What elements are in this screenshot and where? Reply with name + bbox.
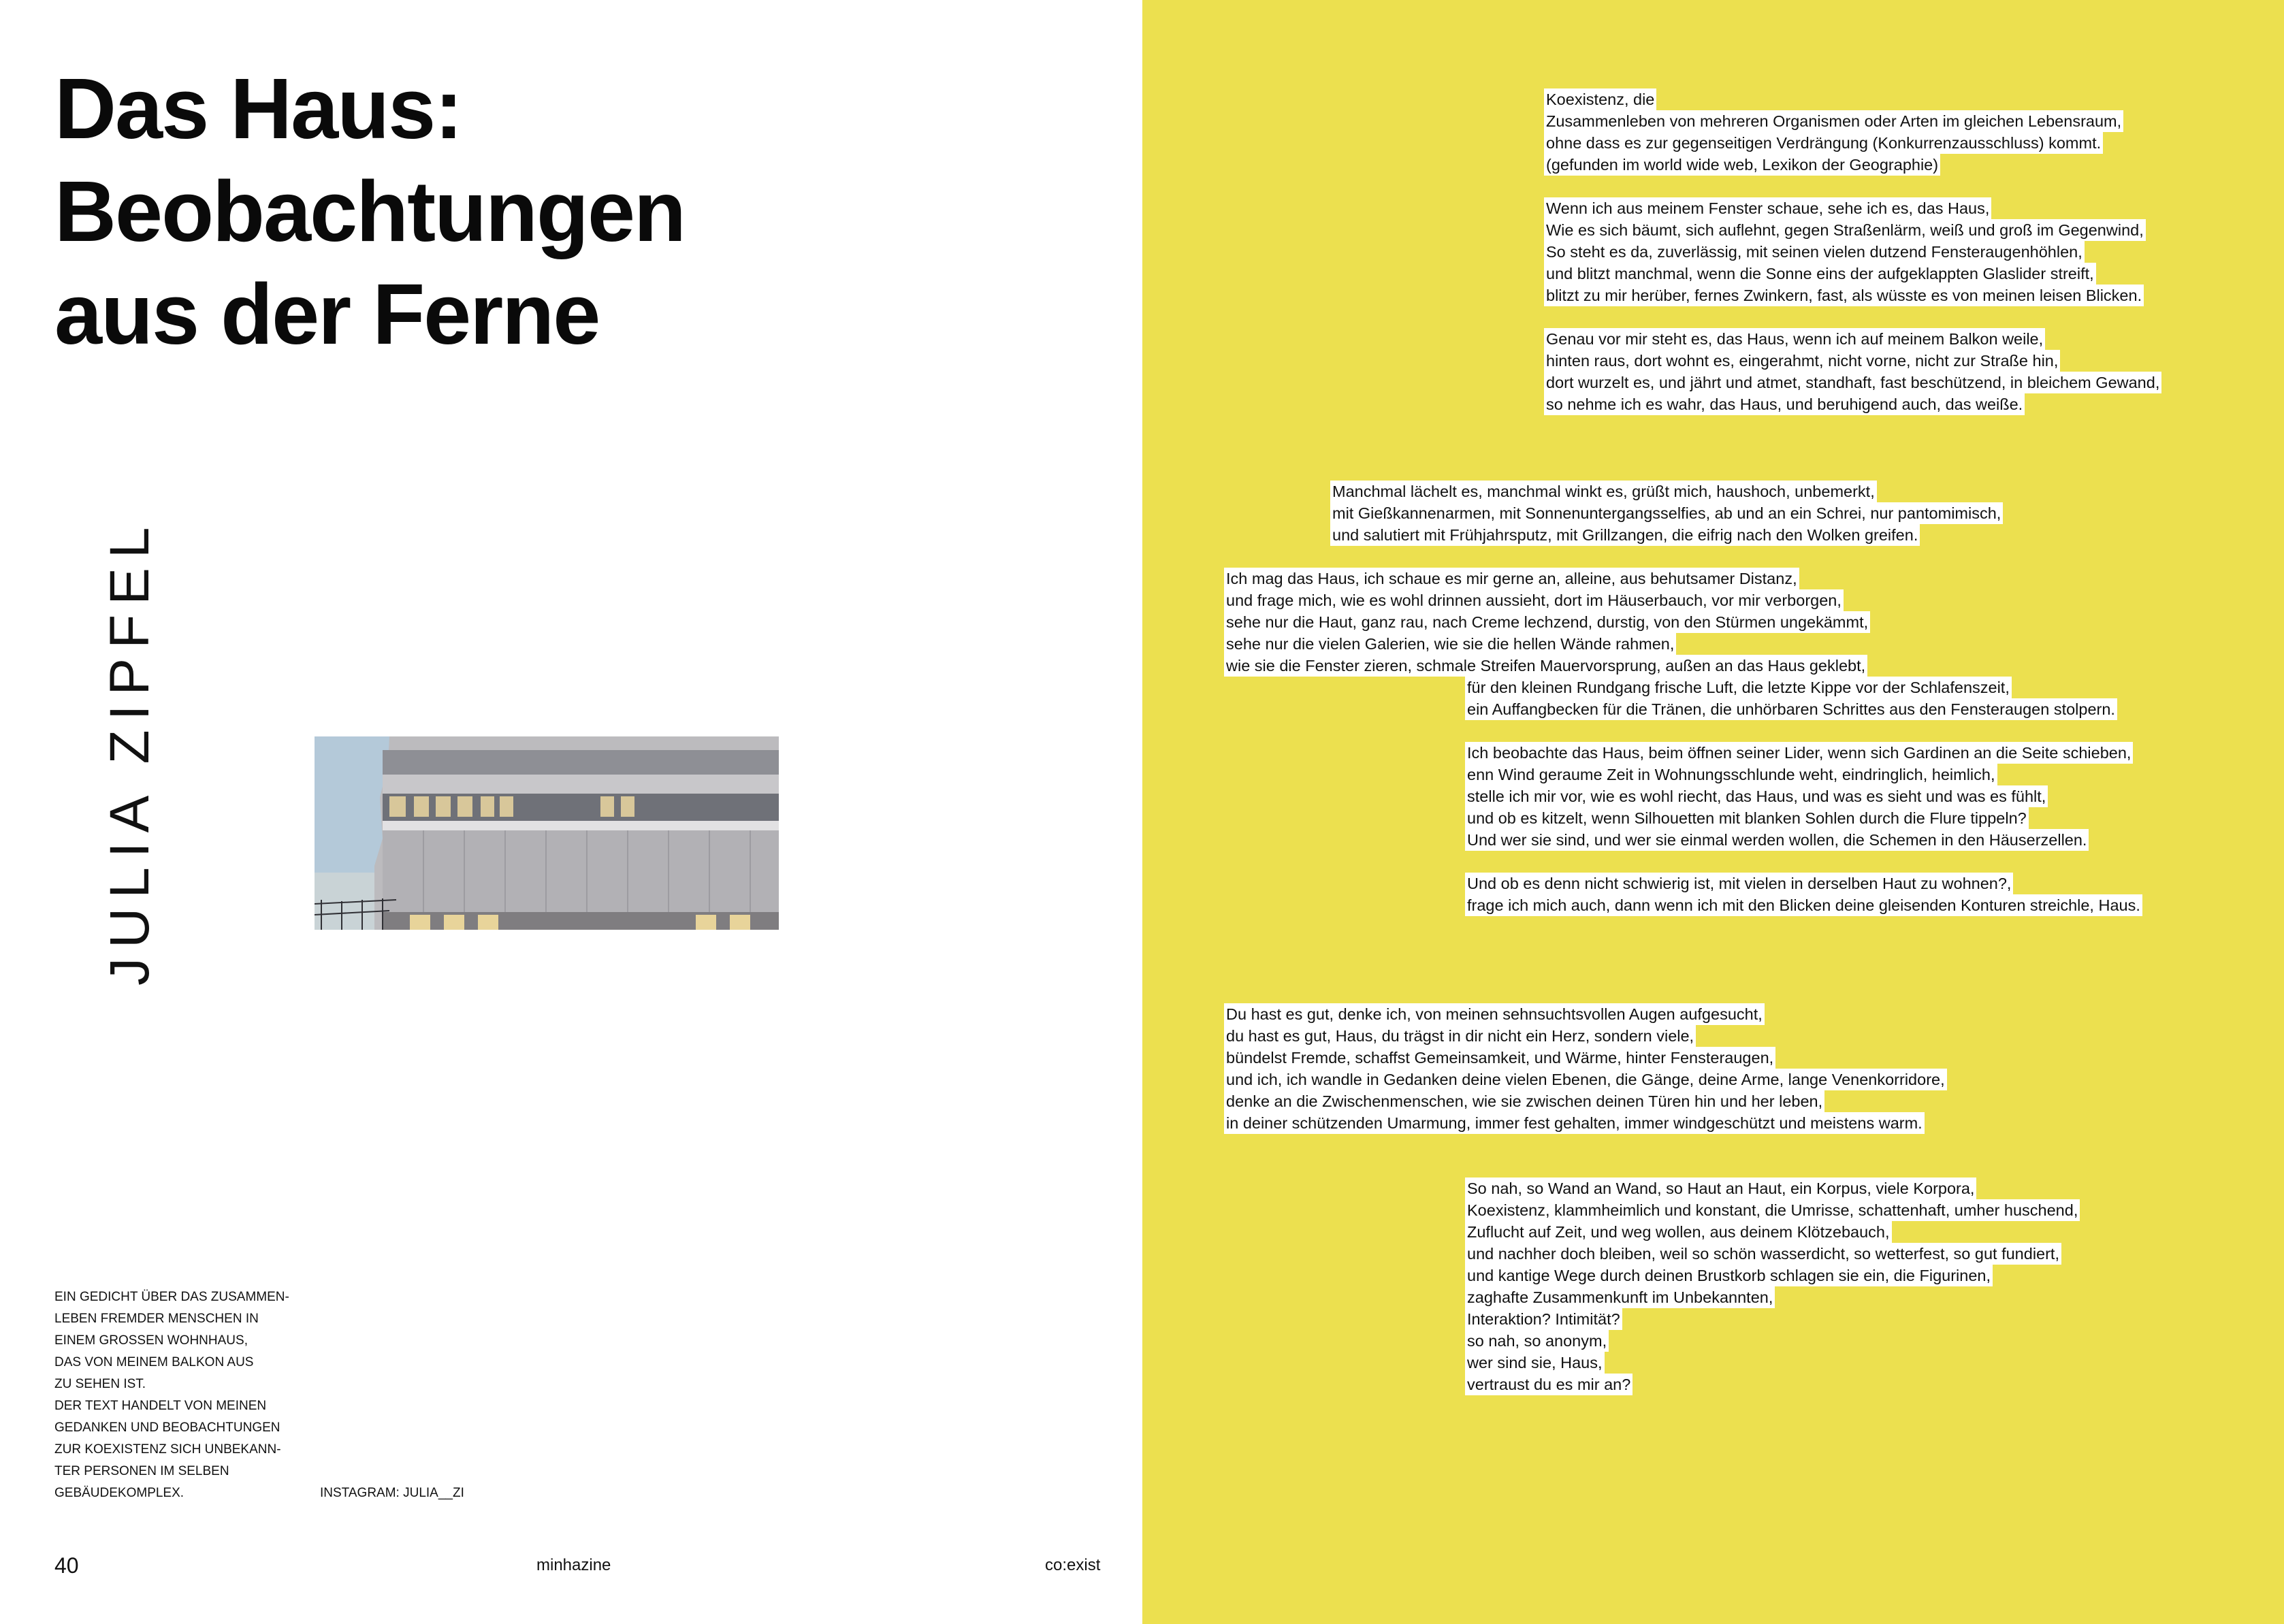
poem-line: wie sie die Fenster zieren, schmale Streifen Mauervorsprung, außen an das Haus geklebt, <box>1224 655 1867 677</box>
poem-stanza <box>1224 568 1870 677</box>
poem-line: (gefunden im world wide web, Lexikon der Geographie) <box>1544 154 1940 176</box>
issue-name: co:exist <box>1045 1556 1101 1574</box>
poem-line: blitzt zu mir herüber, fernes Zwinkern, fast, als wüsste es von meinen leisen Blicken. <box>1544 285 2144 306</box>
blurb-line: EINEM GROSSEN WOHNHAUS, <box>54 1333 248 1348</box>
poem-line: Koexistenz, die <box>1544 88 1656 110</box>
poem-line <box>1465 720 1469 742</box>
blurb-line: DAS VON MEINEM BALKON AUS <box>54 1355 254 1369</box>
poem-line <box>1544 306 1548 328</box>
poem-line: und blitzt manchmal, wenn die Sonne eins der aufgeklappten Glaslider streift, <box>1544 263 2096 285</box>
poem-line <box>1544 176 1548 197</box>
poem-line: frage ich mich auch, dann wenn ich mit den Blicken deine gleisenden Konturen streichle, Haus. <box>1465 894 2142 916</box>
poem-line: du hast es gut, Haus, du trägst in dir nicht ein Herz, sondern viele, <box>1224 1025 1696 1047</box>
magazine-name: minhazine <box>536 1556 611 1574</box>
blurb-line: TER PERSONEN IM SELBEN <box>54 1464 229 1478</box>
poem-line: enn Wind geraume Zeit in Wohnungsschlunde weht, eindringlich, heimlich, <box>1465 764 1997 785</box>
poem-line: Genau vor mir steht es, das Haus, wenn ich auf meinem Balkon weile, <box>1544 328 2045 350</box>
poem-line <box>1465 851 1469 873</box>
blurb-line: ZU SEHEN IST. <box>54 1377 146 1391</box>
poem-line: Und wer sie sind, und wer sie einmal werden wollen, die Schemen in den Häuserzellen. <box>1465 829 2089 851</box>
poem-line: vertraust du es mir an? <box>1465 1374 1632 1395</box>
poem-stanza <box>1465 677 2142 916</box>
poem-line: Zuflucht auf Zeit, und weg wollen, aus deinem Klötzebauch, <box>1465 1221 1892 1243</box>
poem-line: Manchmal lächelt es, manchmal winkt es, grüßt mich, haushoch, unbemerkt, <box>1330 481 1877 502</box>
page-number: 40 <box>54 1553 79 1578</box>
poem-line: mit Gießkannenarmen, mit Sonnenuntergangsselfies, ab und an ein Schrei, nur pantomimisch, <box>1330 502 2003 524</box>
poem-line: Zusammenleben von mehreren Organismen oder Arten im gleichen Lebensraum, <box>1544 110 2123 132</box>
instagram-handle: INSTAGRAM: JULIA__ZI <box>320 1486 464 1500</box>
blurb <box>54 1286 313 1504</box>
blurb-line: DER TEXT HANDELT VON MEINEN <box>54 1399 267 1413</box>
poem-line: und kantige Wege durch deinen Brustkorb schlagen sie ein, die Figurinen, <box>1465 1265 1993 1286</box>
poem-stanza <box>1544 88 2161 415</box>
poem-line: hinten raus, dort wohnt es, eingerahmt, nicht vorne, nicht zur Straße hin, <box>1544 350 2060 372</box>
poem-line: stelle ich mir vor, wie es wohl riecht, das Haus, und was es sieht und was es fühlt, <box>1465 785 2048 807</box>
poem-line: Interaktion? Intimität? <box>1465 1308 1622 1330</box>
poem-line: ohne dass es zur gegenseitigen Verdrängung (Konkurrenzausschluss) kommt. <box>1544 132 2103 154</box>
poem-line: dort wurzelt es, und jährt und atmet, standhaft, fast beschützend, in bleichem Gewand, <box>1544 372 2161 393</box>
title-line: Beobachtungen <box>54 163 686 259</box>
poem-line: Und ob es denn nicht schwierig ist, mit vielen in derselben Haut zu wohnen?, <box>1465 873 2013 894</box>
poem-line: So nah, so Wand an Wand, so Haut an Haut, ein Korpus, viele Korpora, <box>1465 1178 1976 1199</box>
poem-line: bündelst Fremde, schaffst Gemeinsamkeit, und Wärme, hinter Fensteraugen, <box>1224 1047 1775 1069</box>
blurb-line: EIN GEDICHT ÜBER DAS ZUSAMMEN- <box>54 1290 289 1304</box>
poem-stanza <box>1465 1178 2080 1395</box>
poem-line: denke an die Zwischenmenschen, wie sie zwischen deinen Türen hin und her leben, <box>1224 1090 1824 1112</box>
page-title <box>54 57 685 366</box>
poem-line: Koexistenz, klammheimlich und konstant, die Umrisse, schattenhaft, umher huschend, <box>1465 1199 2080 1221</box>
poem-line: wer sind sie, Haus, <box>1465 1352 1605 1374</box>
poem-line: So steht es da, zuverlässig, mit seinen vielen dutzend Fensteraugenhöhlen, <box>1544 241 2085 263</box>
poem-line: und nachher doch bleiben, weil so schön wasserdicht, so wetterfest, so gut fundiert, <box>1465 1243 2061 1265</box>
poem-line: sehe nur die vielen Galerien, wie sie die hellen Wände rahmen, <box>1224 633 1676 655</box>
poem-line: Du hast es gut, denke ich, von meinen sehnsuchtsvollen Augen aufgesucht, <box>1224 1003 1765 1025</box>
poem-line: so nehme ich es wahr, das Haus, und beruhigend auch, das weiße. <box>1544 393 2025 415</box>
poem-line: ein Auffangbecken für die Tränen, die unhörbaren Schrittes aus den Fensteraugen stolpern. <box>1465 698 2117 720</box>
poem-line: so nah, so anonym, <box>1465 1330 1609 1352</box>
blurb-line: GEBÄUDEKOMPLEX. <box>54 1486 184 1500</box>
blurb-line: ZUR KOEXISTENZ SICH UNBEKANN- <box>54 1442 281 1457</box>
poem-line: und frage mich, wie es wohl drinnen aussieht, dort im Häuserbauch, vor mir verborgen, <box>1224 589 1844 611</box>
poem-stanza <box>1224 1003 1947 1134</box>
title-line: Das Haus: <box>54 61 462 157</box>
poem-line: sehe nur die Haut, ganz rau, nach Creme lechzend, durstig, von den Stürmen ungekämmt, <box>1224 611 1870 633</box>
poem-line: zaghafte Zusammenkunft im Unbekannten, <box>1465 1286 1775 1308</box>
poem-stanza <box>1330 481 2003 546</box>
poem-line: für den kleinen Rundgang frische Luft, die letzte Kippe vor der Schlafenszeit, <box>1465 677 2012 698</box>
poem-line: Ich beobachte das Haus, beim öffnen seiner Lider, wenn sich Gardinen an die Seite schieben, <box>1465 742 2133 764</box>
poem-line: Wenn ich aus meinem Fenster schaue, sehe ich es, das Haus, <box>1544 197 1991 219</box>
author-name: JULIA ZIPFEL <box>99 517 161 986</box>
poem-line: und ich, ich wandle in Gedanken deine vielen Ebenen, die Gänge, deine Arme, lange Venenkorridore, <box>1224 1069 1947 1090</box>
poem-line: und salutiert mit Frühjahrsputz, mit Grillzangen, die eifrig nach den Wolken greifen. <box>1330 524 1920 546</box>
poem-line: Ich mag das Haus, ich schaue es mir gerne an, alleine, aus behutsamer Distanz, <box>1224 568 1799 589</box>
poem-line: Wie es sich bäumt, sich auflehnt, gegen Straßenlärm, weiß und groß im Gegenwind, <box>1544 219 2146 241</box>
poem-line: in deiner schützenden Umarmung, immer fest gehalten, immer windgeschützt und meistens warm. <box>1224 1112 1925 1134</box>
blurb-line: LEBEN FREMDER MENSCHEN IN <box>54 1312 259 1326</box>
building-photo <box>315 736 779 930</box>
blurb-line: GEDANKEN UND BEOBACHTUNGEN <box>54 1420 280 1435</box>
poem-line: und ob es kitzelt, wenn Silhouetten mit blanken Sohlen durch die Flure tippeln? <box>1465 807 2029 829</box>
title-line: aus der Ferne <box>54 266 600 362</box>
